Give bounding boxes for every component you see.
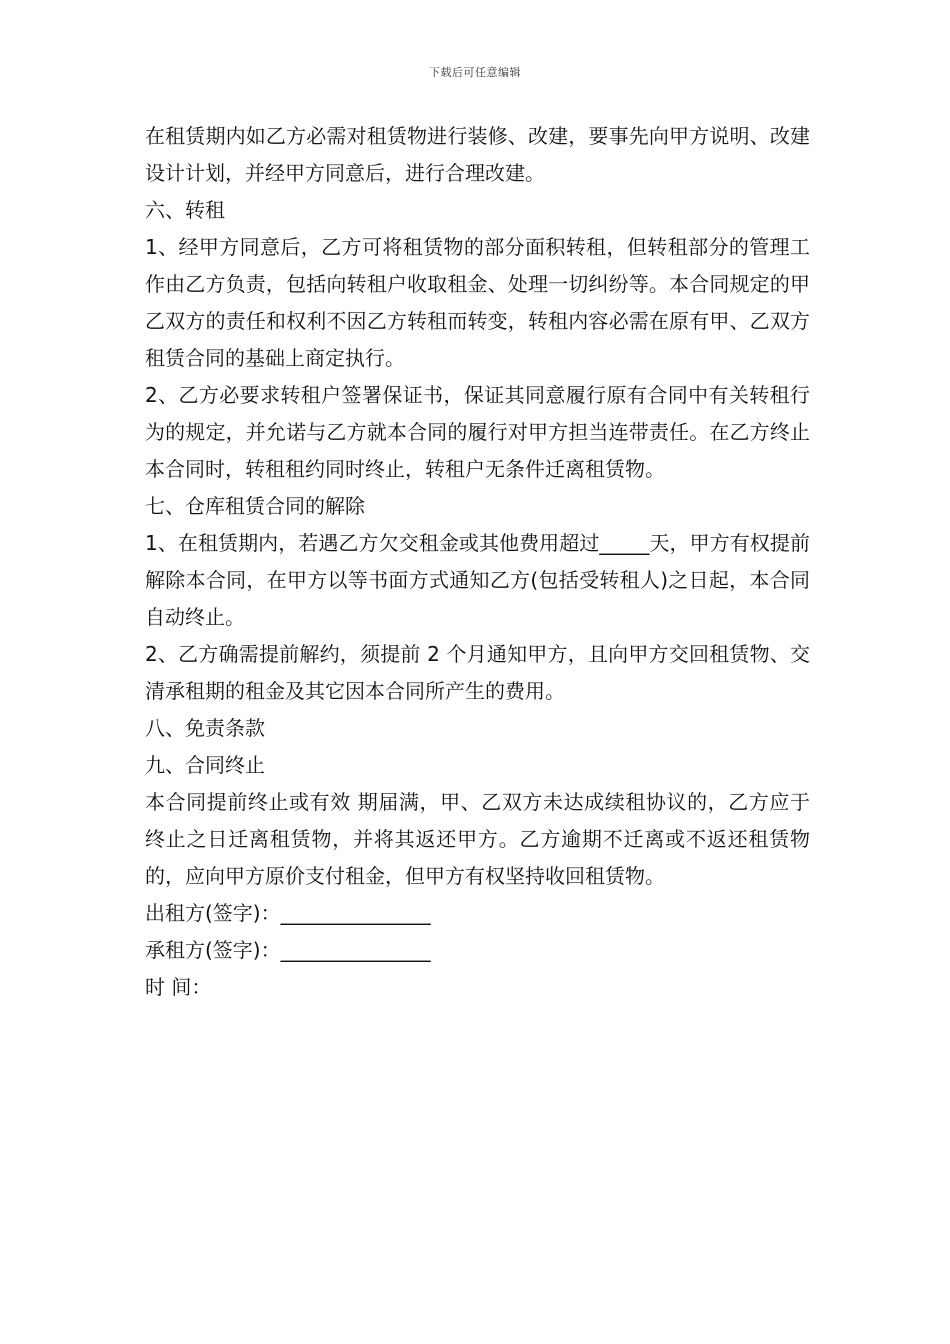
paragraph-sublease-2: 2、乙方必要求转租户签署保证书，保证其同意履行原有合同中有关转租行为的规定，并允诺与乙方就本合同的履行对甲方担当连带责任。在乙方终止本合同时，转租租约同时终止，转租户无条件迁离租赁物。 [145,383,810,481]
paragraph-termination-1: 1、在租赁期内，若遇乙方欠交租金或其他费用超过_____天，甲方有权提前解除本合同，在甲方以等书面方式通知乙方(包括受转租人)之日起，本合同自动终止。 [145,531,810,629]
signature-lessee: 承租方(签字)：_______________ [145,938,431,962]
section-heading-sublease: 六、转租 [145,198,225,222]
document-body [145,118,810,1006]
signature-date: 时 间： [145,975,212,999]
section-heading-contract-end: 九、合同终止 [145,753,265,777]
page-header: 下载后可任意编辑 [429,66,521,79]
paragraph-renovation: 在租赁期内如乙方必需对租赁物进行装修、改建，要事先向甲方说明、改建设计计划，并经甲方同意后，进行合理改建。 [145,124,810,185]
section-heading-disclaimer: 八、免责条款 [145,716,265,740]
signature-lessor: 出租方(签字)：_______________ [145,901,431,925]
paragraph-termination-2: 2、乙方确需提前解约，须提前 2 个月通知甲方，且向甲方交回租赁物、交清承租期的租金及其它因本合同所产生的费用。 [145,642,810,703]
section-heading-termination: 七、仓库租赁合同的解除 [145,494,365,518]
paragraph-contract-end: 本合同提前终止或有效 期届满，甲、乙双方未达成续租协议的，乙方应于终止之日迁离租赁物，并将其返还甲方。乙方逾期不迁离或不返还租赁物的，应向甲方原价支付租金，但甲方有权坚持收回租赁物。 [145,790,810,888]
paragraph-sublease-1: 1、经甲方同意后，乙方可将租赁物的部分面积转租，但转租部分的管理工作由乙方负责，包括向转租户收取租金、处理一切纠纷等。本合同规定的甲乙双方的责任和权利不因乙方转租而转变，转租内容必需在原有甲、乙双方租赁合同的基础上商定执行。 [145,235,810,370]
